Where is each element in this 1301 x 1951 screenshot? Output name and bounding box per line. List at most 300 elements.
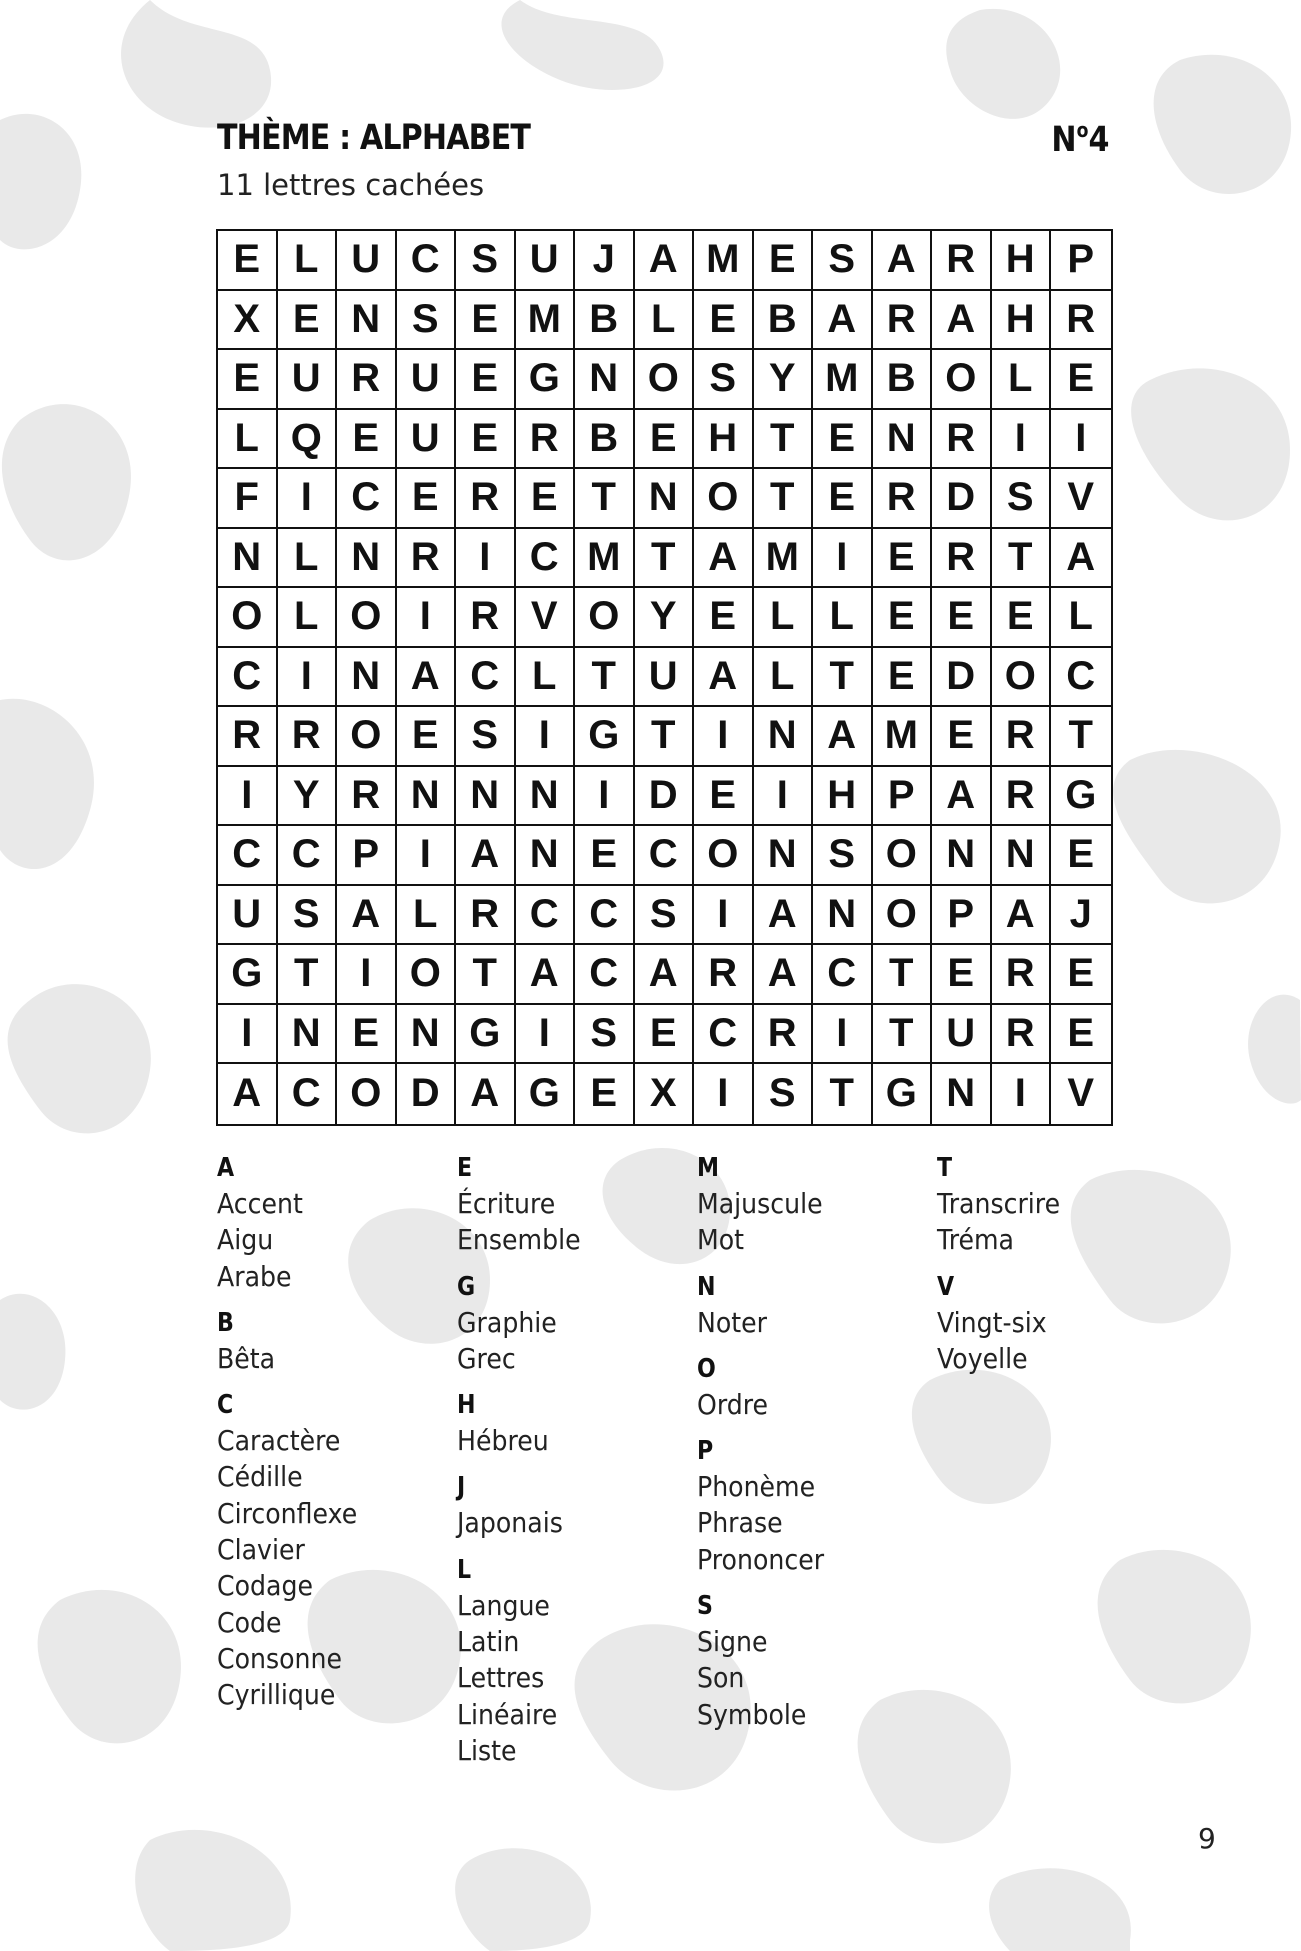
- word-item: Mot: [697, 1223, 745, 1257]
- puzzle-header: [217, 118, 1109, 158]
- word-item: Latin: [457, 1625, 520, 1659]
- grid-cell[interactable]: I: [516, 707, 576, 767]
- grid-cell[interactable]: C: [694, 1005, 754, 1065]
- grid-cell[interactable]: S: [278, 886, 338, 946]
- word-item: Noter: [697, 1305, 768, 1339]
- group-letter: A: [217, 1153, 235, 1183]
- grid-cell[interactable]: O: [694, 826, 754, 886]
- grid-cell[interactable]: C: [575, 945, 635, 1005]
- word-group: [457, 1552, 697, 1769]
- word-group: [697, 1150, 937, 1259]
- theme-title: THÈME : ALPHABET: [217, 118, 531, 158]
- grid-cell[interactable]: G: [873, 1064, 933, 1124]
- grid-cell[interactable]: E: [873, 648, 933, 708]
- grid-cell[interactable]: X: [218, 291, 278, 351]
- grid-cell[interactable]: T: [1051, 707, 1111, 767]
- grid-cell[interactable]: A: [992, 886, 1052, 946]
- grid-cell[interactable]: S: [635, 886, 695, 946]
- word-group: [697, 1269, 937, 1341]
- grid-cell[interactable]: E: [754, 231, 814, 291]
- grid-cell[interactable]: Y: [754, 350, 814, 410]
- number-value: 4: [1088, 120, 1109, 160]
- grid-cell[interactable]: N: [635, 469, 695, 529]
- grid-cell[interactable]: D: [635, 767, 695, 827]
- grid-cell[interactable]: L: [397, 886, 457, 946]
- grid-cell[interactable]: N: [337, 648, 397, 708]
- grid-cell[interactable]: A: [813, 707, 873, 767]
- grid-cell[interactable]: I: [1051, 410, 1111, 470]
- grid-cell[interactable]: B: [754, 291, 814, 351]
- grid-cell[interactable]: A: [456, 1064, 516, 1124]
- grid-cell[interactable]: O: [337, 707, 397, 767]
- grid-cell[interactable]: B: [575, 410, 635, 470]
- grid-cell[interactable]: E: [873, 588, 933, 648]
- grid-cell[interactable]: R: [694, 945, 754, 1005]
- grid-cell[interactable]: I: [575, 767, 635, 827]
- word-item: Consonne: [217, 1641, 342, 1675]
- grid-cell[interactable]: L: [813, 588, 873, 648]
- group-letter: E: [457, 1153, 473, 1183]
- group-letter: P: [697, 1436, 714, 1467]
- word-column: [697, 1150, 937, 1779]
- letter-grid: [216, 229, 1113, 1126]
- grid-cell[interactable]: S: [694, 350, 754, 410]
- grid-cell[interactable]: L: [1051, 588, 1111, 648]
- word-column: [217, 1150, 457, 1779]
- group-letter: T: [937, 1153, 953, 1183]
- grid-cell[interactable]: E: [337, 410, 397, 470]
- word-group: [217, 1387, 457, 1713]
- grid-cell[interactable]: C: [575, 886, 635, 946]
- word-group: [457, 1150, 697, 1259]
- grid-cell[interactable]: O: [218, 588, 278, 648]
- word-group: [697, 1588, 937, 1733]
- grid-cell[interactable]: I: [694, 1064, 754, 1124]
- grid-cell[interactable]: E: [932, 707, 992, 767]
- grid-cell[interactable]: N: [516, 767, 576, 827]
- grid-cell[interactable]: X: [635, 1064, 695, 1124]
- grid-cell[interactable]: S: [575, 1005, 635, 1065]
- word-item: Vingt-six: [937, 1305, 1047, 1339]
- grid-cell[interactable]: A: [754, 945, 814, 1005]
- grid-cell[interactable]: O: [932, 350, 992, 410]
- grid-cell[interactable]: G: [516, 1064, 576, 1124]
- grid-cell[interactable]: E: [813, 410, 873, 470]
- grid-cell[interactable]: P: [932, 886, 992, 946]
- grid-cell[interactable]: N: [992, 826, 1052, 886]
- grid-cell[interactable]: P: [337, 826, 397, 886]
- word-item: Phonème: [697, 1470, 816, 1504]
- group-letter: J: [457, 1472, 466, 1503]
- word-item: Accent: [217, 1187, 303, 1220]
- grid-cell[interactable]: F: [218, 469, 278, 529]
- grid-cell[interactable]: I: [278, 469, 338, 529]
- word-item: Voyelle: [937, 1341, 1028, 1375]
- grid-cell[interactable]: H: [813, 767, 873, 827]
- grid-cell[interactable]: E: [575, 1064, 635, 1124]
- grid-cell[interactable]: I: [813, 1005, 873, 1065]
- grid-cell[interactable]: R: [932, 231, 992, 291]
- grid-cell[interactable]: O: [575, 588, 635, 648]
- grid-cell[interactable]: T: [456, 945, 516, 1005]
- grid-cell[interactable]: A: [635, 945, 695, 1005]
- grid-cell[interactable]: R: [278, 707, 338, 767]
- word-item: Phrase: [697, 1506, 783, 1540]
- grid-cell[interactable]: O: [992, 648, 1052, 708]
- word-item: Symbole: [697, 1697, 807, 1731]
- word-column: [937, 1150, 1177, 1779]
- grid-cell[interactable]: B: [873, 350, 933, 410]
- grid-cell[interactable]: I: [397, 588, 457, 648]
- grid-cell[interactable]: E: [397, 707, 457, 767]
- word-group: [217, 1305, 457, 1377]
- grid-cell[interactable]: O: [337, 1064, 397, 1124]
- grid-cell[interactable]: N: [337, 529, 397, 589]
- word-item: Prononcer: [697, 1542, 825, 1576]
- grid-cell[interactable]: E: [456, 291, 516, 351]
- grid-cell[interactable]: R: [516, 410, 576, 470]
- grid-cell[interactable]: T: [873, 945, 933, 1005]
- grid-cell[interactable]: V: [1067, 1071, 1095, 1116]
- grid-cell[interactable]: Q: [278, 410, 338, 470]
- grid-cell[interactable]: R: [456, 886, 516, 946]
- grid-cell[interactable]: J: [575, 231, 635, 291]
- word-item: Ensemble: [457, 1223, 581, 1257]
- grid-cell[interactable]: N: [813, 886, 873, 946]
- grid-cell[interactable]: E: [218, 231, 278, 291]
- grid-cell[interactable]: O: [873, 886, 933, 946]
- grid-cell[interactable]: N: [218, 529, 278, 589]
- grid-cell[interactable]: N: [456, 767, 516, 827]
- grid-cell[interactable]: E: [873, 529, 933, 589]
- grid-cell[interactable]: N: [516, 826, 576, 886]
- grid-cell[interactable]: A: [218, 1064, 278, 1124]
- puzzle-subtitle: 11 lettres cachées: [217, 168, 485, 202]
- group-letter: M: [697, 1153, 719, 1183]
- grid-cell[interactable]: E: [635, 410, 695, 470]
- grid-cell[interactable]: G: [516, 350, 576, 410]
- grid-cell[interactable]: I: [992, 1064, 1052, 1124]
- group-letter: O: [697, 1353, 716, 1384]
- word-item: Codage: [217, 1569, 313, 1603]
- grid-cell[interactable]: T: [754, 410, 814, 470]
- grid-cell[interactable]: T: [635, 529, 695, 589]
- grid-cell[interactable]: T: [575, 648, 635, 708]
- grid-cell[interactable]: M: [754, 529, 814, 589]
- word-item: Circonflexe: [217, 1496, 358, 1530]
- word-item: Langue: [457, 1588, 550, 1622]
- grid-cell[interactable]: A: [397, 648, 457, 708]
- group-letter: L: [457, 1554, 472, 1585]
- grid-cell[interactable]: E: [1051, 1005, 1111, 1065]
- grid-cell[interactable]: E: [516, 469, 576, 529]
- grid-cell[interactable]: R: [932, 410, 992, 470]
- grid-cell[interactable]: C: [1051, 648, 1111, 708]
- grid-cell[interactable]: H: [694, 410, 754, 470]
- grid-cell[interactable]: O: [873, 826, 933, 886]
- number-superscript: o: [1076, 118, 1089, 142]
- word-group: [697, 1433, 937, 1578]
- word-group: [937, 1150, 1177, 1259]
- grid-cell[interactable]: S: [456, 231, 516, 291]
- grid-cell[interactable]: N: [873, 410, 933, 470]
- word-group: [217, 1150, 457, 1295]
- grid-cell[interactable]: E: [813, 469, 873, 529]
- grid-cell[interactable]: C: [635, 826, 695, 886]
- grid-cell[interactable]: O: [337, 588, 397, 648]
- grid-cell[interactable]: R: [754, 1005, 814, 1065]
- grid-cell[interactable]: J: [1051, 886, 1111, 946]
- word-item: Hébreu: [457, 1424, 549, 1458]
- grid-cell[interactable]: O: [397, 945, 457, 1005]
- word-item: Graphie: [457, 1305, 557, 1339]
- grid-cell[interactable]: R: [456, 469, 516, 529]
- grid-cell[interactable]: U: [397, 410, 457, 470]
- grid-cell[interactable]: R: [932, 529, 992, 589]
- grid-cell[interactable]: C: [516, 886, 576, 946]
- word-item: Transcrire: [937, 1187, 1061, 1220]
- word-item: Son: [697, 1661, 745, 1695]
- grid-cell[interactable]: I: [218, 1005, 278, 1065]
- grid-cell[interactable]: T: [278, 945, 338, 1005]
- grid-cell[interactable]: T: [635, 707, 695, 767]
- grid-cell[interactable]: N: [397, 767, 457, 827]
- grid-cell[interactable]: H: [992, 231, 1052, 291]
- word-item: Ordre: [697, 1387, 769, 1421]
- grid-cell[interactable]: N: [754, 826, 814, 886]
- grid-cell[interactable]: R: [873, 469, 933, 529]
- grid-cell[interactable]: A: [694, 648, 754, 708]
- grid-cell[interactable]: L: [754, 588, 814, 648]
- word-item: Lettres: [457, 1661, 545, 1695]
- grid-cell[interactable]: S: [456, 707, 516, 767]
- grid-cell[interactable]: E: [932, 588, 992, 648]
- grid-cell[interactable]: P: [873, 767, 933, 827]
- grid-cell[interactable]: T: [992, 529, 1052, 589]
- grid-cell[interactable]: M: [813, 350, 873, 410]
- grid-cell[interactable]: I: [754, 767, 814, 827]
- word-item: Écriture: [457, 1187, 556, 1220]
- grid-cell[interactable]: Y: [278, 767, 338, 827]
- grid-cell[interactable]: E: [694, 291, 754, 351]
- grid-cell[interactable]: E: [575, 826, 635, 886]
- grid-cell[interactable]: I: [337, 945, 397, 1005]
- grid-cell[interactable]: R: [397, 529, 457, 589]
- grid-cell[interactable]: E: [932, 945, 992, 1005]
- grid-cell[interactable]: R: [456, 588, 516, 648]
- word-item: Caractère: [217, 1424, 341, 1458]
- grid-cell[interactable]: A: [635, 231, 695, 291]
- grid-cell[interactable]: I: [813, 529, 873, 589]
- group-letter: N: [697, 1271, 716, 1302]
- grid-cell[interactable]: M: [873, 707, 933, 767]
- grid-cell[interactable]: E: [635, 1005, 695, 1065]
- group-letter: H: [457, 1390, 476, 1421]
- grid-cell[interactable]: C: [456, 648, 516, 708]
- grid-cell[interactable]: L: [278, 529, 338, 589]
- grid-cell[interactable]: I: [397, 826, 457, 886]
- grid-cell[interactable]: M: [516, 291, 576, 351]
- group-letter: B: [217, 1307, 234, 1338]
- grid-cell[interactable]: E: [1051, 826, 1111, 886]
- grid-cell[interactable]: A: [873, 231, 933, 291]
- grid-cell[interactable]: U: [516, 231, 576, 291]
- grid-cell[interactable]: H: [992, 291, 1052, 351]
- grid-cell[interactable]: S: [397, 291, 457, 351]
- grid-cell[interactable]: L: [278, 231, 338, 291]
- group-letter: C: [217, 1390, 234, 1421]
- grid-cell[interactable]: A: [456, 826, 516, 886]
- word-item: Grec: [457, 1341, 516, 1375]
- grid-cell[interactable]: A: [694, 529, 754, 589]
- grid-cell[interactable]: R: [1051, 291, 1111, 351]
- word-item: Bêta: [217, 1341, 276, 1375]
- grid-cell[interactable]: N: [337, 291, 397, 351]
- grid-cell[interactable]: O: [635, 350, 695, 410]
- grid-cell[interactable]: L: [635, 291, 695, 351]
- grid-cell[interactable]: L: [754, 648, 814, 708]
- grid-cell[interactable]: P: [1051, 231, 1111, 291]
- group-letter: G: [457, 1271, 476, 1302]
- grid-cell[interactable]: E: [992, 588, 1052, 648]
- grid-cell[interactable]: S: [813, 826, 873, 886]
- grid-cell[interactable]: M: [694, 231, 754, 291]
- grid-cell[interactable]: C: [337, 469, 397, 529]
- grid-cell[interactable]: N: [932, 1064, 992, 1124]
- grid-cell[interactable]: E: [397, 469, 457, 529]
- grid-cell[interactable]: I: [516, 1005, 576, 1065]
- word-item: Tréma: [937, 1223, 1014, 1257]
- grid-cell[interactable]: G: [218, 945, 278, 1005]
- grid-cell[interactable]: U: [635, 648, 695, 708]
- word-item: Code: [217, 1605, 282, 1639]
- grid-cell[interactable]: R: [992, 767, 1052, 827]
- grid-cell[interactable]: I: [694, 707, 754, 767]
- grid-cell[interactable]: E: [694, 767, 754, 827]
- word-item: Majuscule: [697, 1187, 823, 1220]
- grid-cell[interactable]: U: [218, 886, 278, 946]
- grid-cell[interactable]: T: [754, 469, 814, 529]
- grid-cell[interactable]: C: [397, 231, 457, 291]
- grid-cell[interactable]: I: [456, 529, 516, 589]
- grid-cell[interactable]: U: [278, 350, 338, 410]
- word-item: Signe: [697, 1625, 768, 1659]
- grid-cell[interactable]: R: [218, 707, 278, 767]
- grid-cell[interactable]: N: [932, 826, 992, 886]
- grid-cell[interactable]: E: [337, 1005, 397, 1065]
- grid-cell[interactable]: R: [992, 707, 1052, 767]
- word-item: Cyrillique: [217, 1678, 336, 1712]
- grid-cell[interactable]: S: [813, 231, 873, 291]
- grid-cell[interactable]: G: [456, 1005, 516, 1065]
- word-group: [937, 1269, 1177, 1378]
- number-prefix: N: [1051, 120, 1077, 160]
- grid-cell[interactable]: T: [873, 1005, 933, 1065]
- word-item: Clavier: [217, 1533, 305, 1567]
- grid-cell[interactable]: B: [575, 291, 635, 351]
- grid-cell[interactable]: N: [575, 350, 635, 410]
- grid-cell[interactable]: L: [218, 410, 278, 470]
- grid-cell[interactable]: L: [278, 588, 338, 648]
- grid-cell[interactable]: E: [694, 588, 754, 648]
- grid-cell[interactable]: C: [278, 1064, 338, 1124]
- grid-cell[interactable]: N: [397, 1005, 457, 1065]
- grid-cell[interactable]: D: [397, 1064, 457, 1124]
- grid-cell[interactable]: U: [932, 1005, 992, 1065]
- word-item: Aigu: [217, 1223, 274, 1257]
- grid-cell[interactable]: A: [337, 886, 397, 946]
- word-group: [457, 1387, 697, 1459]
- grid-cell[interactable]: R: [873, 291, 933, 351]
- grid-cell[interactable]: R: [992, 1005, 1052, 1065]
- word-list: [217, 1150, 1177, 1779]
- grid-cell[interactable]: G: [575, 707, 635, 767]
- grid-cell[interactable]: N: [278, 1005, 338, 1065]
- grid-cell[interactable]: G: [1051, 767, 1111, 827]
- grid-cell[interactable]: T: [813, 1064, 873, 1124]
- word-group: [697, 1351, 937, 1423]
- grid-cell[interactable]: D: [932, 648, 992, 708]
- grid-cell[interactable]: I: [278, 648, 338, 708]
- grid-cell[interactable]: R: [992, 945, 1052, 1005]
- grid-cell[interactable]: L: [516, 648, 576, 708]
- grid-cell[interactable]: U: [337, 231, 397, 291]
- grid-cell[interactable]: V: [1051, 469, 1111, 529]
- grid-cell[interactable]: I: [218, 767, 278, 827]
- grid-cell[interactable]: R: [337, 767, 397, 827]
- grid-cell[interactable]: T: [575, 469, 635, 529]
- grid-cell[interactable]: C: [813, 945, 873, 1005]
- grid-cell[interactable]: C: [278, 826, 338, 886]
- grid-cell[interactable]: L: [992, 350, 1052, 410]
- grid-cell[interactable]: T: [813, 648, 873, 708]
- grid-cell[interactable]: C: [218, 648, 278, 708]
- grid-cell[interactable]: E: [218, 350, 278, 410]
- grid-cell[interactable]: E: [1051, 350, 1111, 410]
- grid-cell[interactable]: C: [218, 826, 278, 886]
- word-item: Cédille: [217, 1460, 303, 1494]
- word-item: Liste: [457, 1733, 517, 1767]
- grid-cell[interactable]: E: [456, 350, 516, 410]
- group-letter: V: [937, 1271, 955, 1302]
- grid-cell[interactable]: S: [992, 469, 1052, 529]
- word-group: [457, 1269, 697, 1378]
- grid-cell[interactable]: O: [694, 469, 754, 529]
- grid-cell[interactable]: R: [337, 350, 397, 410]
- grid-cell[interactable]: V: [516, 588, 576, 648]
- grid-cell[interactable]: I: [992, 410, 1052, 470]
- grid-cell[interactable]: S: [754, 1064, 814, 1124]
- grid-cell[interactable]: C: [516, 529, 576, 589]
- grid-cell[interactable]: E: [1051, 945, 1111, 1005]
- grid-cell[interactable]: D: [932, 469, 992, 529]
- grid-cell[interactable]: M: [575, 529, 635, 589]
- grid-cell[interactable]: E: [456, 410, 516, 470]
- grid-cell[interactable]: A: [754, 886, 814, 946]
- grid-cell[interactable]: A: [932, 767, 992, 827]
- grid-cell[interactable]: I: [694, 886, 754, 946]
- grid-cell[interactable]: A: [516, 945, 576, 1005]
- word-item: Japonais: [457, 1506, 563, 1540]
- grid-cell[interactable]: N: [754, 707, 814, 767]
- grid-cell[interactable]: A: [813, 291, 873, 351]
- grid-cell[interactable]: E: [278, 291, 338, 351]
- puzzle-number: [1051, 118, 1109, 160]
- grid-cell[interactable]: Y: [635, 588, 695, 648]
- grid-cell[interactable]: A: [1051, 529, 1111, 589]
- grid-cell[interactable]: A: [932, 291, 992, 351]
- grid-cell[interactable]: U: [397, 350, 457, 410]
